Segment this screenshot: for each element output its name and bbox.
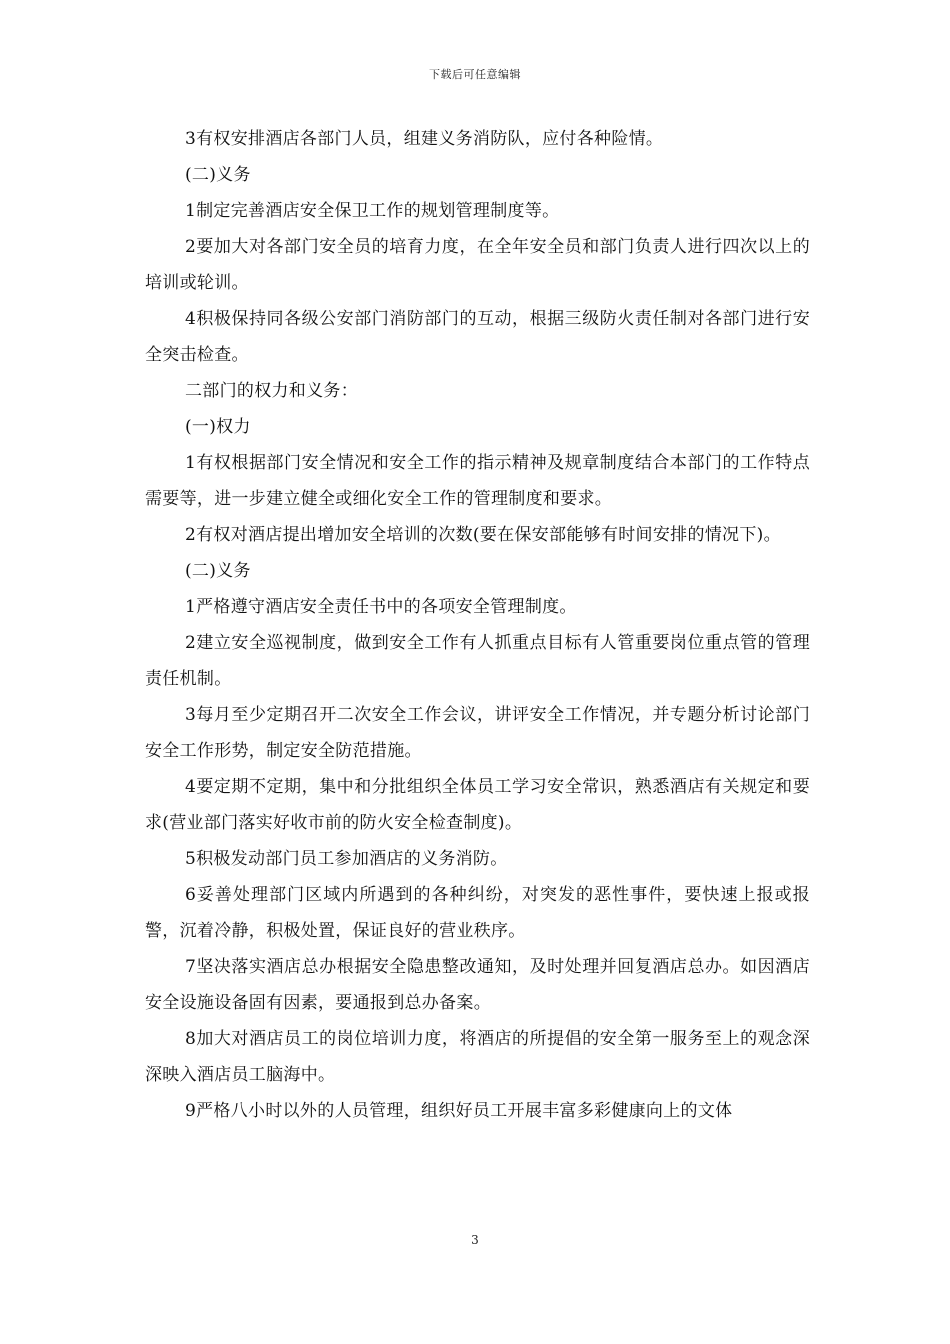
section-heading: 二部门的权力和义务： — [185, 381, 358, 401]
section-heading: (二)义务 — [185, 561, 251, 581]
paragraph: 3每月至少定期召开二次安全工作会议，讲评安全工作情况，并专题分析讨论部门安全工作形势，制定安全防范措施。 — [145, 705, 810, 761]
paragraph: 1有权根据部门安全情况和安全工作的指示精神及规章制度结合本部门的工作特点需要等，进一步建立健全或细化安全工作的管理制度和要求。 — [145, 453, 810, 509]
paragraph: 2要加大对各部门安全员的培育力度，在全年安全员和部门负责人进行四次以上的培训或轮训。 — [145, 237, 810, 293]
section-heading: (二)义务 — [185, 165, 251, 185]
section-heading: (一)权力 — [185, 417, 251, 437]
page-header: 下载后可任意编辑 — [429, 68, 521, 81]
paragraph: 3有权安排酒店各部门人员，组建义务消防队，应付各种险情。 — [185, 129, 664, 149]
paragraph: 6妥善处理部门区域内所遇到的各种纠纷，对突发的恶性事件，要快速上报或报警，沉着冷静，积极处置，保证良好的营业秩序。 — [145, 885, 810, 941]
paragraph: 1严格遵守酒店安全责任书中的各项安全管理制度。 — [185, 597, 577, 617]
paragraph: 7坚决落实酒店总办根据安全隐患整改通知，及时处理并回复酒店总办。如因酒店安全设施设备固有因素，要通报到总办备案。 — [145, 957, 810, 1013]
paragraph: 9严格八小时以外的人员管理，组织好员工开展丰富多彩健康向上的文体 — [185, 1101, 733, 1121]
paragraph: 5积极发动部门员工参加酒店的义务消防。 — [185, 849, 508, 869]
paragraph: 8加大对酒店员工的岗位培训力度，将酒店的所提倡的安全第一服务至上的观念深深映入酒店员工脑海中。 — [145, 1029, 810, 1085]
paragraph: 2建立安全巡视制度，做到安全工作有人抓重点目标有人管重要岗位重点管的管理责任机制。 — [145, 633, 810, 689]
paragraph: 4要定期不定期，集中和分批组织全体员工学习安全常识，熟悉酒店有关规定和要求(营业部门落实好收市前的防火安全检查制度)。 — [145, 777, 810, 833]
paragraph: 4积极保持同各级公安部门消防部门的互动，根据三级防火责任制对各部门进行安全突击检查。 — [145, 309, 810, 365]
paragraph: 1制定完善酒店安全保卫工作的规划管理制度等。 — [185, 201, 560, 221]
page-number: 3 — [471, 1233, 479, 1247]
paragraph: 2有权对酒店提出增加安全培训的次数(要在保安部能够有时间安排的情况下)。 — [185, 525, 781, 545]
document-body — [145, 121, 810, 1129]
